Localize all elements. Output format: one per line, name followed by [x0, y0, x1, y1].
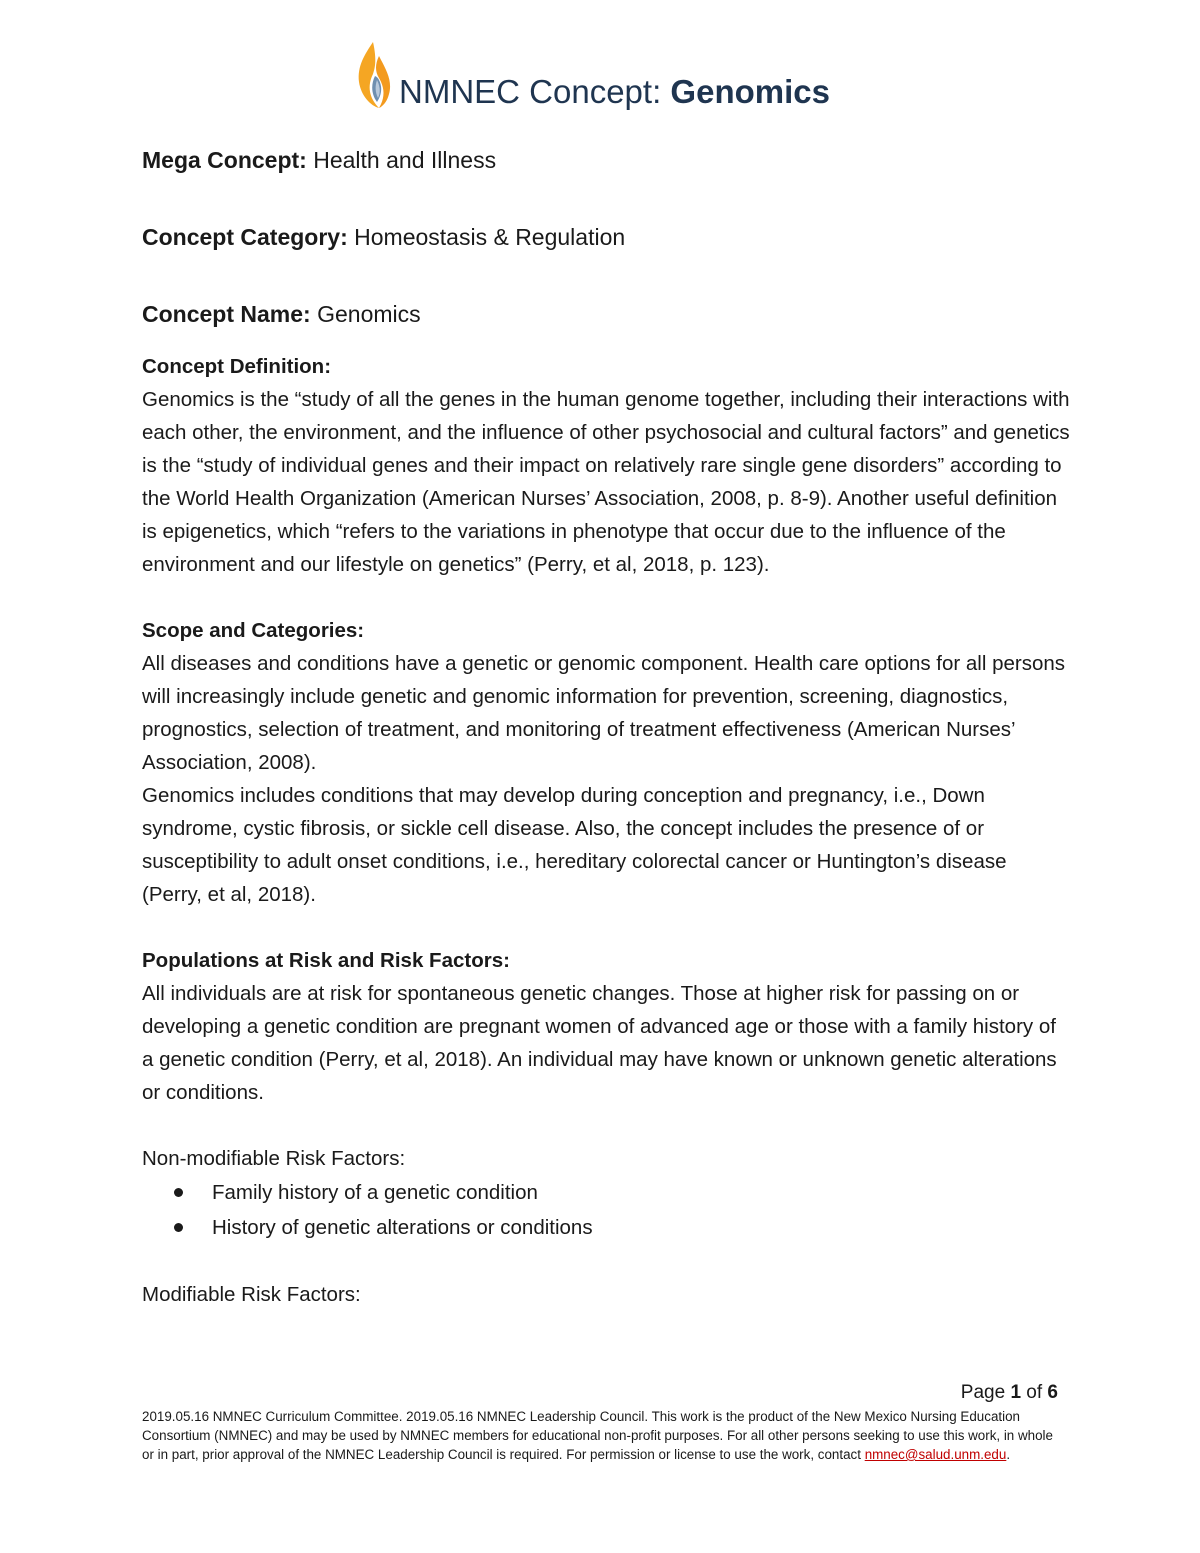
bullet-icon — [174, 1223, 183, 1232]
bullet-icon — [174, 1188, 183, 1197]
modifiable-heading: Modifiable Risk Factors: — [142, 1283, 361, 1306]
list-item — [172, 1175, 1072, 1210]
footer-notice — [142, 1407, 1062, 1464]
concept-category-label: Concept Category: — [142, 224, 348, 250]
mega-concept-value: Health and Illness — [306, 147, 497, 173]
definition-heading: Concept Definition: — [142, 355, 332, 378]
scope-heading: Scope and Categories: — [142, 619, 365, 642]
page-total: 6 — [1047, 1382, 1058, 1403]
concept-category-value: Homeostasis & Regulation — [347, 224, 626, 250]
mega-concept-line — [142, 140, 1072, 180]
list-item-text: History of genetic alterations or conditions — [212, 1216, 593, 1239]
scope-paragraph-2: Genomics includes conditions that may develop during conception and pregnancy, i.e., Down syndrome, cystic fibrosis, or sickle cell disease. Also, the concept includes the presence of or susceptibility to adult onset conditions, i.e., hereditary colorectal cancer or Huntington’s disease (Perry, et al, 2018). — [142, 784, 1007, 906]
concept-category-line — [142, 217, 1072, 257]
list-item-text: Family history of a genetic condition — [212, 1181, 538, 1204]
title-prefix: NMNEC Concept: — [399, 73, 671, 110]
scope-paragraph-1: All diseases and conditions have a genetic or genomic component. Health care options for all persons will increasingly include genetic and genomic information for prevention, screening, diagnostics, prognostics, selection of treatment, and monitoring of treatment effectiveness (American Nurses’ Association, 2008). — [142, 652, 1066, 774]
nonmodifiable-heading: Non-modifiable Risk Factors: — [142, 1147, 406, 1170]
page-prefix: Page — [960, 1382, 1011, 1403]
mega-concept-label: Mega Concept: — [142, 147, 307, 173]
flame-logo-icon — [355, 40, 395, 110]
risk-heading: Populations at Risk and Risk Factors: — [142, 949, 510, 972]
page-mid: of — [1021, 1382, 1048, 1403]
page-number — [961, 1382, 1058, 1404]
document-body — [142, 140, 1072, 1311]
list-item — [172, 1210, 1072, 1245]
page-current: 1 — [1010, 1382, 1022, 1403]
definition-text: Genomics is the “study of all the genes in the human genome together, including their interactions with each other, the environment, and the influence of other psychosocial and cultural factors” and genetics is the “study of individual genes and their impact on relatively rare single gene disorders” according to the World Health Organization (American Nurses’ Association, 2008, p. 8-9). Another useful definition is epigenetics, which “refers to the variations in phenotype that occur due to the influence of the environment and our lifestyle on genetics” (Perry, et al, 2018, p. 123). — [142, 388, 1070, 576]
contact-email-link[interactable]: nmnec@salud.unm.edu — [864, 1447, 1007, 1462]
document-header — [355, 30, 830, 110]
footer-notice-text: 2019.05.16 NMNEC Curriculum Committee. 2019.05.16 NMNEC Leadership Council. This work is the product of the New Mexico Nursing Education Consortium (NMNEC) and may be used by NMNEC members for educational non-profit purposes. For all other persons seeking to use this work, in whole or in part, prior approval of the NMNEC Leadership Council is required. For permission or license to use the work, contact — [142, 1409, 1053, 1462]
footer-end: . — [1006, 1447, 1011, 1462]
concept-name-value: Genomics — [310, 301, 421, 327]
nonmodifiable-list — [142, 1175, 1072, 1245]
risk-text: All individuals are at risk for spontaneous genetic changes. Those at higher risk for passing on or developing a genetic condition are pregnant women of advanced age or those with a family history of a genetic condition (Perry, et al, 2018). An individual may have known or unknown genetic alterations or conditions. — [142, 982, 1057, 1104]
title-concept: Genomics — [670, 73, 830, 110]
concept-name-line — [142, 294, 1072, 334]
concept-name-label: Concept Name: — [142, 301, 311, 327]
page-title — [399, 75, 830, 110]
